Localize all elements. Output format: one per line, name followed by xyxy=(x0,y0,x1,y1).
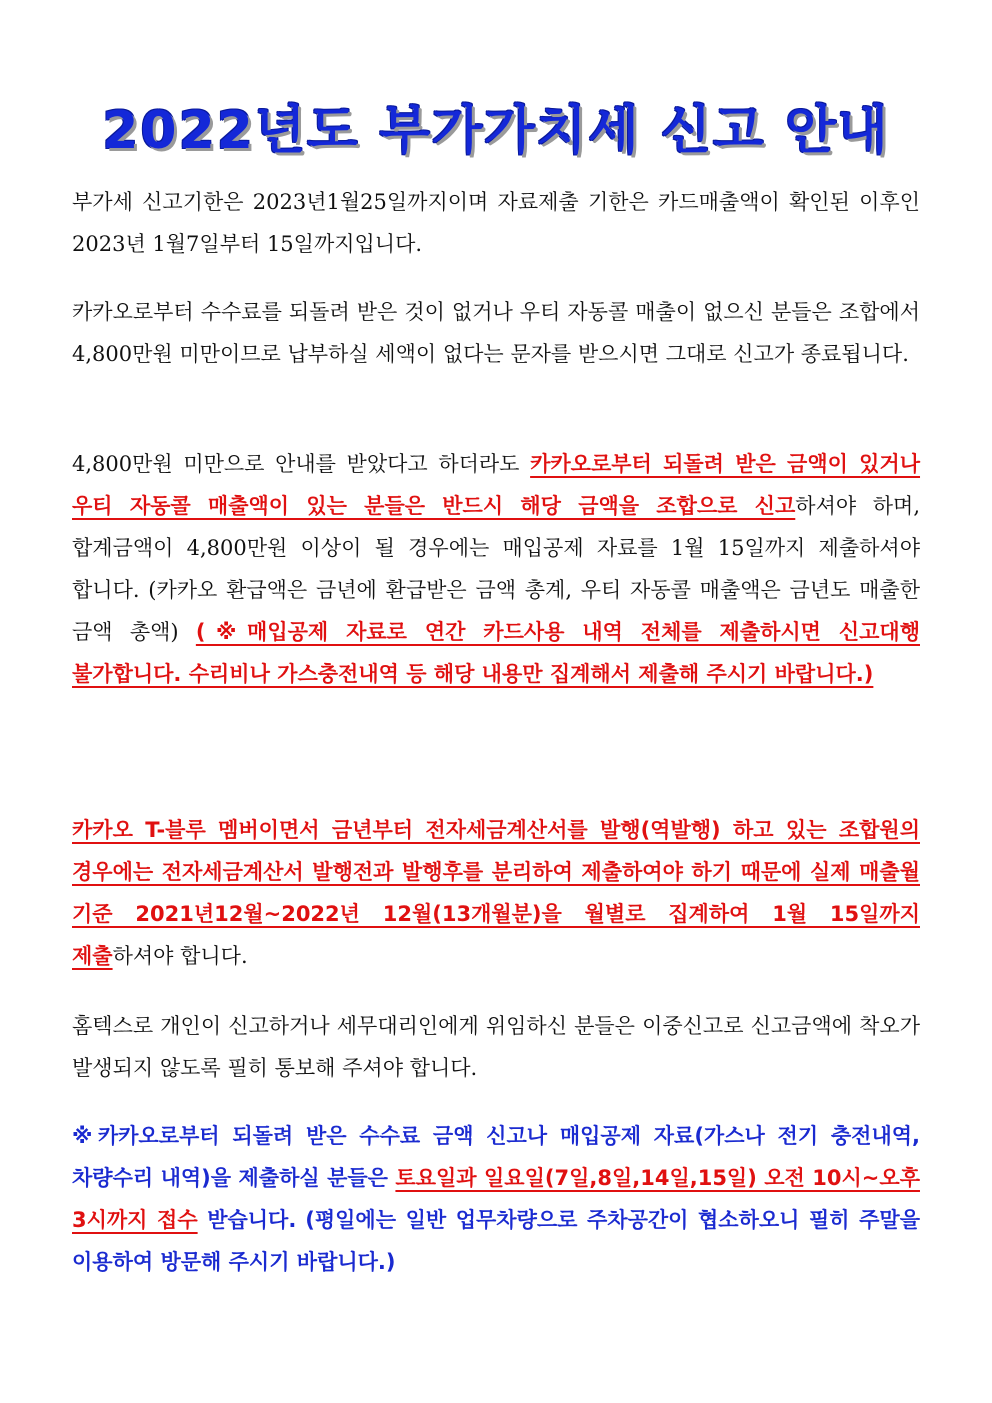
paragraph-hometax-text: 홈텍스로 개인이 신고하거나 세무대리인에게 위임하신 분들은 이중신고로 신고금액에 착오가 발생되지 않도록 필히 통보해 주셔야 합니다. xyxy=(72,1014,920,1080)
weekend-visit-intro: ※카카오로부터 되돌려 받은 수수료 금액 신고나 매입공제 자료(가스나 전기 충전내역, 차량수리 내역)을 제출하실 분들은 xyxy=(72,1124,920,1190)
paragraph-no-refund-text: 카카오로부터 수수료를 되돌려 받은 것이 없거나 우티 자동콜 매출이 없으신 분들은 조합에서 4,800만원 미만이므로 납부하실 세액이 없다는 문자를 받으시면 그대로 신고가 종료됩니다. xyxy=(72,300,920,366)
page-title: 2022년도 부가가치세 신고 안내 xyxy=(102,101,890,161)
paragraph-tax-invoice xyxy=(72,809,920,977)
paragraph-deadline xyxy=(72,181,920,265)
tax-invoice-warning: 카카오 T-블루 멤버이면서 금년부터 전자세금계산서를 발행(역발행) 하고 있는 조합원의 경우에는 전자세금계산서 발행전과 발행후를 분리하여 제출하여야 하기 때문에 실제 매출월 기준 2021년12월~2022년 12월(13개월분)을 월별로 집계하여 1월 15일까지 제출 xyxy=(72,818,920,968)
paragraph-refund-report xyxy=(72,443,920,695)
refund-report-notice: (※매입공제 자료로 연간 카드사용 내역 전체를 제출하시면 신고대행 불가합니다. 수리비나 가스충전내역 등 해당 내용만 집계해서 제출해 주시기 바랍니다.) xyxy=(72,620,920,686)
weekend-visit-parking-note: (평일에는 일반 업무차량으로 주차공간이 협소하오니 필히 주말을 이용하여 방문해 주시기 바랍니다.) xyxy=(72,1208,921,1274)
paragraph-hometax xyxy=(72,1005,920,1089)
refund-report-warning: 카카오로부터 되돌려 받은 금액이 있거나 우티 자동콜 매출액이 있는 분들은 반드시 해당 금액을 조합으로 신고 xyxy=(72,452,921,518)
weekend-visit-receive: 받습니다. xyxy=(197,1208,297,1232)
refund-report-intro: 4,800만원 미만으로 안내를 받았다고 하더라도 xyxy=(72,452,531,476)
weekend-visit-hours: 토요일과 일요일(7일,8일,14일,15일) 오전 10시~오후 3시까지 접수 xyxy=(72,1166,920,1232)
paragraph-weekend-visit xyxy=(72,1115,920,1283)
paragraph-deadline-text: 부가세 신고기한은 2023년1월25일까지이며 자료제출 기한은 카드매출액이 확인된 이후인 2023년 1월7일부터 15일까지입니다. xyxy=(72,190,920,256)
refund-report-details: 하셔야 하며, 합계금액이 4,800만원 이상이 될 경우에는 매입공제 자료를 1월 15일까지 제출하셔야 합니다. (카카오 환급액은 금년에 환급받은 금액 총계, 우티 자동콜 매출액은 금년도 매출한 금액 총액) xyxy=(72,494,921,644)
paragraph-no-refund xyxy=(72,291,920,375)
tax-invoice-tail: 하셔야 합니다. xyxy=(112,944,248,968)
